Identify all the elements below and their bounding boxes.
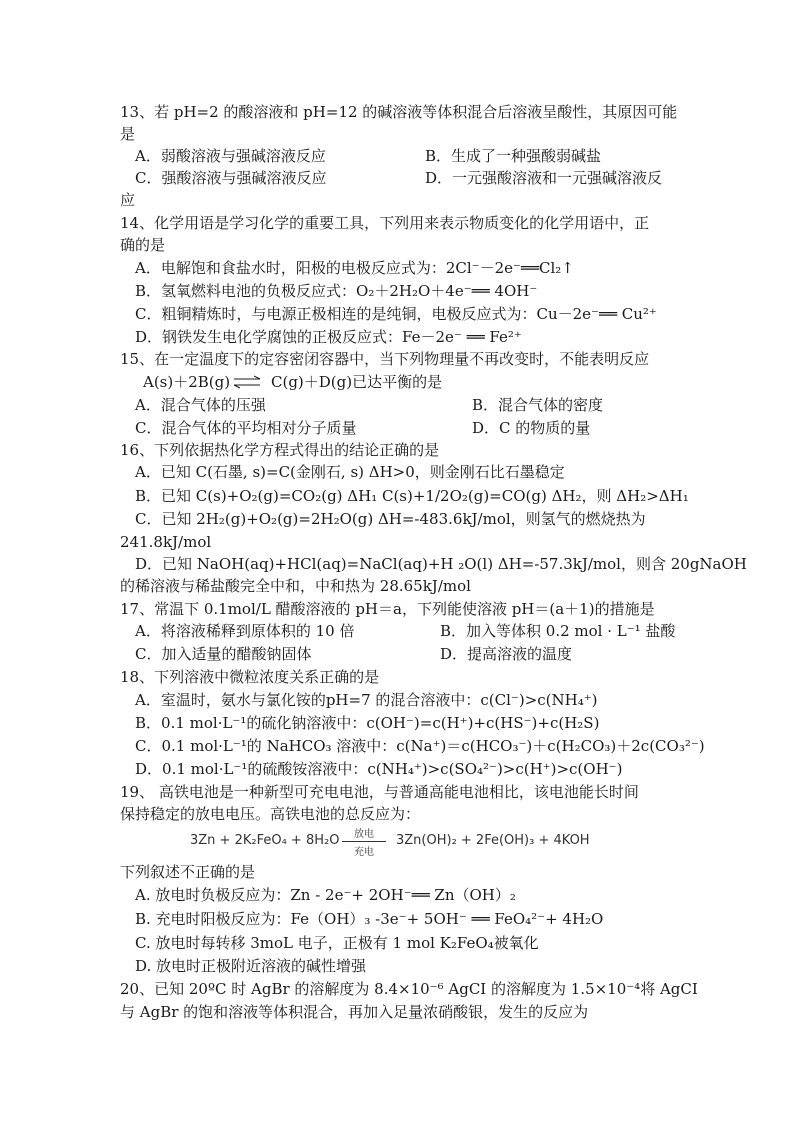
q13-option-b: B．生成了一种强酸弱碱盐: [425, 147, 602, 165]
q14-option-c: C．粗铜精炼时，与电源正极相连的是纯铜，电极反应式为：Cu－2e⁻══ Cu²⁺: [135, 305, 657, 323]
q17-option-b: B．加入等体积 0.2 mol · L⁻¹ 盐酸: [440, 622, 676, 640]
q15-stem-line1: 15、在一定温度下的定容密闭容器中，当下列物理量不再改变时，不能表明反应: [120, 350, 650, 368]
q20-stem-line2: 与 AgBr 的饱和溶液等体积混合，再加入足量浓硝酸银，发生的反应为: [120, 1003, 589, 1021]
equation-reactants: 3Zn + 2K₂FeO₄ + 8H₂O: [190, 833, 340, 848]
q13-stem-line1: 13、若 pH=2 的酸溶液和 pH=12 的碱溶液等体积混合后溶液呈酸性，其原因可能: [120, 103, 678, 121]
q16-option-d: D．已知 NaOH(aq)+HCl(aq)=NaCl(aq)+H ₂O(l) ΔH=-57.3kJ/mol，则含 20gNaOH: [135, 555, 747, 573]
q17-stem: 17、常温下 0.1mol/L 醋酸溶液的 pH＝a，下列能使溶液 pH＝(a＋1)的措施是: [120, 600, 655, 618]
q15-option-b: B．混合气体的密度: [472, 396, 604, 414]
q19-stem-line1: 19、 高铁电池是一种新型可充电电池，与普通高能电池相比，该电池能长时间: [120, 783, 639, 801]
equation-arrow: [340, 827, 388, 857]
q16-option-d-cont: 的稀溶液与稀盐酸完全中和，中和热为 28.65kJ/mol: [120, 577, 471, 595]
q17-option-c: C．加入适量的醋酸钠固体: [135, 645, 312, 663]
charge-label: 充电: [354, 847, 374, 858]
q14-option-d: D．钢铁发生电化学腐蚀的正极反应式：Fe－2e⁻ ══ Fe²⁺: [135, 328, 522, 346]
q15-option-a: A．混合气体的压强: [135, 396, 266, 414]
q15-option-d: D．C 的物质的量: [472, 419, 591, 437]
q15-reaction-left: A(s)＋2B(g): [143, 373, 231, 391]
q18-option-b: B．0.1 mol·L⁻¹的硫化钠溶液中：c(OH⁻)=c(H⁺)+c(HS⁻)+c(H₂S): [135, 714, 600, 732]
q19-stem-line2: 保持稳定的放电电压。高铁电池的总反应为：: [120, 805, 421, 823]
q13-stem-line2: 是: [120, 125, 136, 143]
q16-stem: 16、下列依据热化学方程式得出的结论正确的是: [120, 441, 440, 459]
q19-prompt: 下列叙述不正确的是: [120, 863, 256, 881]
q13-option-a: A．弱酸溶液与强碱溶液反应: [135, 147, 326, 165]
q19-option-c: C. 放电时每转移 3moL 电子，正极有 1 mol K₂FeO₄被氧化: [135, 934, 539, 952]
q16-option-b: B．已知 C(s)+O₂(g)=CO₂(g) ΔH₁ C(s)+1/2O₂(g)=CO(g) ΔH₂，则 ΔH₂>ΔH₁: [135, 487, 689, 505]
q13-option-d: D．一元强酸溶液和一元强碱溶液反: [425, 169, 663, 187]
q16-option-a: A．已知 C(石墨, s)=C(金刚石, s) ΔH>0，则金刚石比石墨稳定: [135, 463, 565, 481]
q14-stem-line1: 14、化学用语是学习化学的重要工具，下列用来表示物质变化的化学用语中，正: [120, 214, 650, 232]
q18-option-a: A．室温时，氨水与氯化铵的pH=7 的混合溶液中：c(Cl⁻)>c(NH₄⁺): [135, 691, 598, 709]
equation-products: 3Zn(OH)₂ + 2Fe(OH)₃ + 4KOH: [396, 833, 590, 848]
q14-option-a: A．电解饱和食盐水时，阳极的电极反应式为：2Cl⁻－2e⁻══Cl₂↑: [135, 259, 574, 277]
q13-option-d-cont: 应: [120, 191, 136, 209]
q18-option-c: C．0.1 mol·L⁻¹的 NaHCO₃ 溶液中：c(Na⁺)＝c(HCO₃⁻)＋c(H₂CO₃)＋2c(CO₃²⁻): [135, 737, 705, 755]
q16-option-c: C．已知 2H₂(g)+O₂(g)=2H₂O(g) ΔH=-483.6kJ/mol，则氢气的燃烧热为: [135, 510, 646, 528]
q14-option-b: B．氢氧燃料电池的负极反应式：O₂＋2H₂O＋4e⁻══ 4OH⁻: [135, 282, 538, 300]
q15-reaction-right: C(g)＋D(g)已达平衡的是: [271, 373, 443, 391]
q17-option-a: A．将溶液稀释到原体积的 10 倍: [135, 622, 355, 640]
q19-option-b: B. 充电时阳极反应为：Fe（OH）₃ -3e⁻+ 5OH⁻ ══ FeO₄²⁻+ 4H₂O: [135, 910, 604, 928]
q15-option-c: C．混合气体的平均相对分子质量: [135, 419, 357, 437]
q20-stem-line1: 20、已知 20ºC 时 AgBr 的溶解度为 8.4×10⁻⁶ AgCI 的溶解度为 1.5×10⁻⁴将 AgCI: [120, 980, 698, 998]
discharge-label: 放电: [354, 829, 374, 840]
equation-bar: [342, 841, 386, 842]
q13-option-c: C．强酸溶液与强碱溶液反应: [135, 169, 327, 187]
q17-option-d: D．提高溶液的温度: [440, 645, 573, 663]
q16-option-c-cont: 241.8kJ/mol: [120, 533, 212, 551]
q18-stem: 18、下列溶液中微粒浓度关系正确的是: [120, 668, 380, 686]
q14-stem-line2: 确的是: [120, 236, 166, 254]
q19-option-a: A. 放电时负极反应为：Zn - 2e⁻+ 2OH⁻══ Zn（OH）₂: [135, 886, 516, 904]
q18-option-d: D．0.1 mol·L⁻¹的硫酸铵溶液中：c(NH₄⁺)>c(SO₄²⁻)>c(H⁺)>c(OH⁻): [135, 760, 623, 778]
q19-option-d: D. 放电时正极附近溶液的碱性增强: [135, 957, 367, 975]
battery-equation: [190, 827, 620, 857]
